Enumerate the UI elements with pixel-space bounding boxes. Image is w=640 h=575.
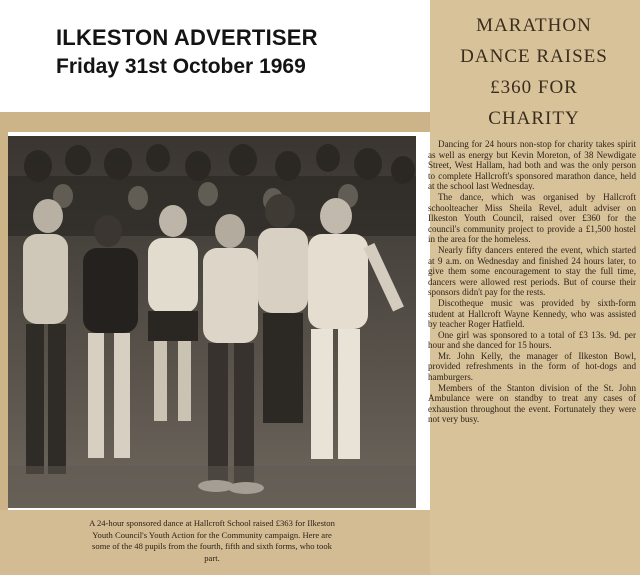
article-body <box>428 139 636 425</box>
article-paragraph: One girl was sponsored to a total of £3 13s. 9d. per hour and she danced for 15 hours. <box>428 329 636 351</box>
headline-line: MARATHON <box>476 15 592 36</box>
article-paragraph: Nearly fifty dancers entered the event, which started at 9 a.m. on Wednesday and finished 24 hours later, to give them some encouragement to stay the full time, dancers were allowed rest periods. But of course their sponsors didn't pay for the rests. <box>428 244 636 298</box>
article-paragraph: Mr. John Kelly, the manager of Ilkeston Bowl, provided refreshments in the form of hot-dogs and hamburgers. <box>428 350 636 383</box>
clipping-top-border <box>0 112 430 132</box>
paper-name: ILKESTON ADVERTISER <box>56 25 318 50</box>
article-paragraph: The dance, which was organised by Hallcroft schoolteacher Miss Sheila Revel, adult adviser on Ilkeston Youth Council, raised over £360 for the council's community project to provide a £1,500 hostel in the area for the homeless. <box>428 191 636 245</box>
caption-line: A 24-hour sponsored dance at Hallcroft School raised £363 for Ilkeston <box>89 518 335 528</box>
source-label <box>0 0 428 112</box>
dance-photo <box>8 136 416 508</box>
headline-line: DANCE RAISES <box>460 46 608 67</box>
dancers-illustration <box>8 136 416 508</box>
publication-date: Friday 31st October 1969 <box>56 55 306 78</box>
article-paragraph: Members of the Stanton division of the St. John Ambulance were on standby to treat any cases of exhaustion throughout the event. Fortunately they were not very busy. <box>428 382 636 425</box>
headline <box>432 10 636 134</box>
caption-line: part. <box>204 552 220 563</box>
clipping-left-border <box>0 132 8 510</box>
article-paragraph: Dancing for 24 hours non-stop for charity takes spirit as well as energy but Kevin Moreton, of 38 Newdigate Street, West Hallam, had both and was the only person to complete Hallcroft's sponsored marathon dance, held at the school last Wednesday. <box>428 139 636 192</box>
photo-caption <box>6 518 418 564</box>
caption-line: Youth Council's Youth Action for the Community campaign. Here are <box>92 529 332 540</box>
article-paragraph: Discotheque music was provided by sixth-form student at Hallcroft Wayne Kennedy, who was assisted by teacher Roger Hatfield. <box>428 297 636 330</box>
headline-line: £360 FOR <box>490 77 578 98</box>
caption-line: some of the 48 pupils from the fourth, fifth and sixth forms, who took <box>92 541 332 552</box>
headline-line: CHARITY <box>488 108 580 129</box>
